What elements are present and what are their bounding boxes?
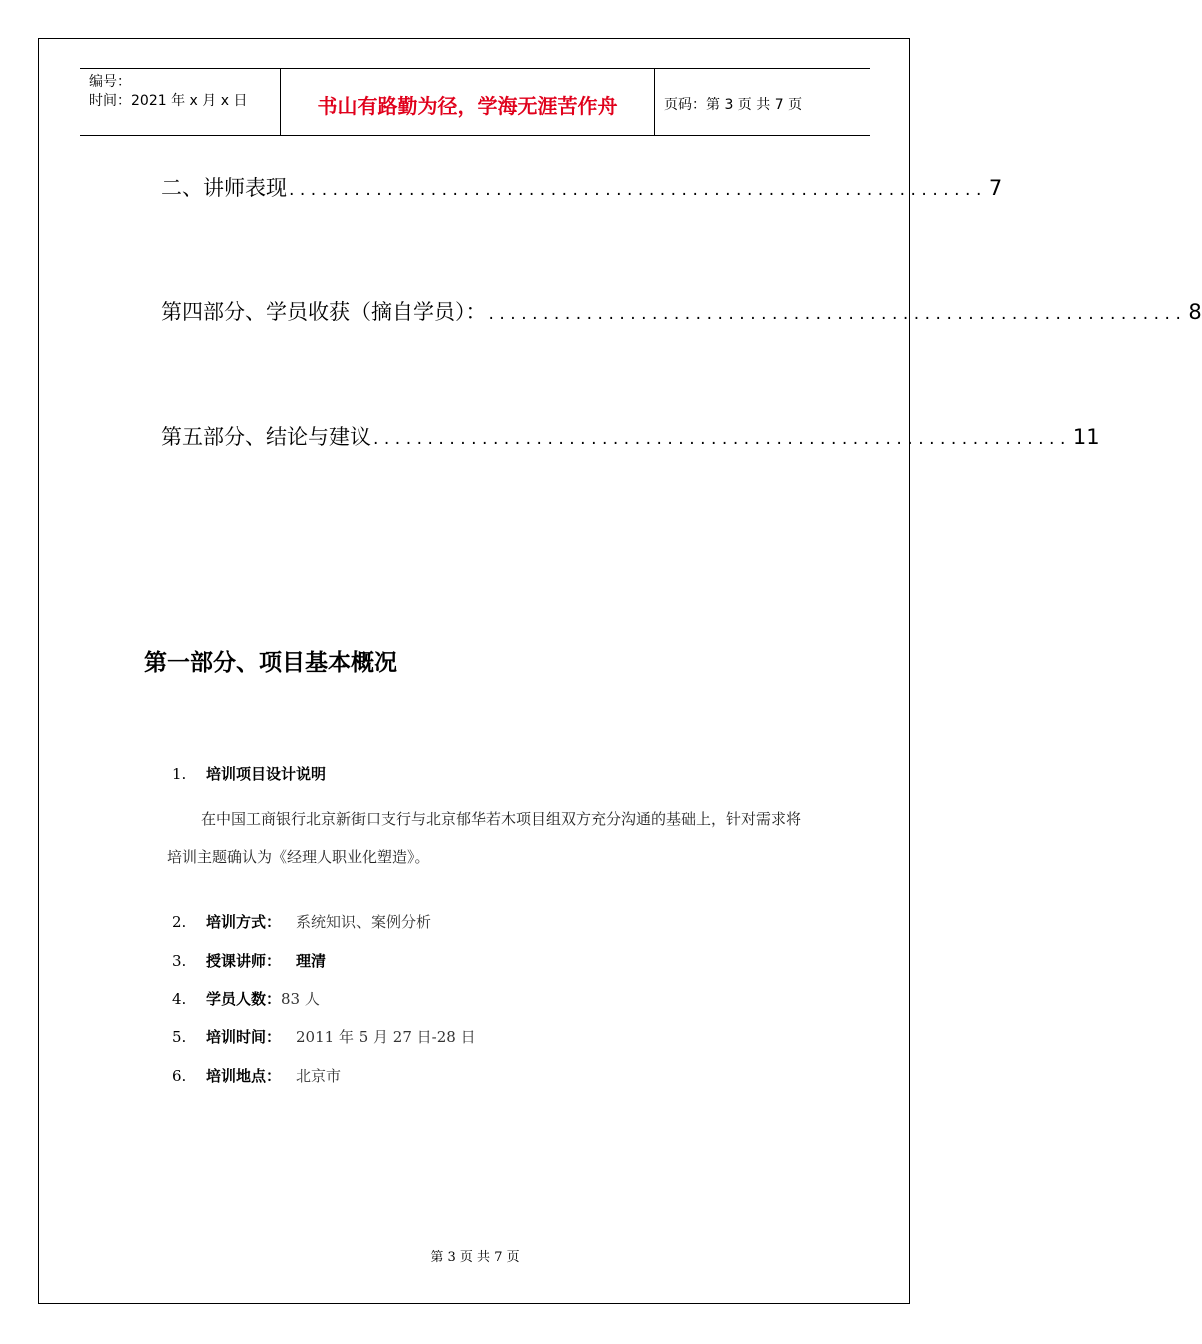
item-number: 4. bbox=[172, 990, 187, 1008]
toc-leader: ................................................................ bbox=[289, 180, 987, 200]
toc-leader: ................................................................ bbox=[373, 429, 1071, 449]
item-number: 3. bbox=[172, 952, 187, 970]
item-value: 系统知识、案例分析 bbox=[296, 913, 432, 931]
page-header bbox=[80, 68, 870, 136]
item-label: 学员人数： bbox=[206, 990, 282, 1008]
list-item bbox=[172, 1026, 476, 1047]
list-item bbox=[172, 763, 326, 784]
body-paragraph: 在中国工商银行北京新街口支行与北京郁华若木项目组双方充分沟通的基础上，针对需求将培训主题确认为《经理人职业化塑造》。 bbox=[167, 810, 802, 866]
item-number: 6. bbox=[172, 1067, 187, 1085]
toc-entry[interactable] bbox=[161, 421, 1100, 451]
item-label: 培训项目设计说明 bbox=[206, 765, 327, 783]
toc-page-number: 7 bbox=[988, 176, 1003, 200]
list-item bbox=[172, 950, 326, 971]
item-label: 培训地点： bbox=[206, 1067, 282, 1085]
list-item bbox=[172, 988, 320, 1009]
item-value: 北京市 bbox=[296, 1067, 342, 1085]
list-item bbox=[172, 1065, 341, 1086]
page-footer: 第 3 页 共 7 页 bbox=[430, 1250, 520, 1265]
header-page-info: 页码：第 3 页 共 7 页 bbox=[664, 97, 803, 113]
toc-entry[interactable] bbox=[161, 296, 1202, 326]
toc-page-number: 11 bbox=[1072, 425, 1100, 449]
item-label: 培训方式： bbox=[206, 913, 282, 931]
item-number: 1. bbox=[172, 765, 187, 783]
header-left-cell bbox=[80, 69, 281, 135]
toc-entry[interactable] bbox=[161, 172, 1003, 202]
item-number: 2. bbox=[172, 913, 187, 931]
toc-leader: ................................................................ bbox=[488, 304, 1187, 324]
number-label: 编号： bbox=[89, 74, 131, 90]
item-label: 授课讲师： bbox=[206, 952, 282, 970]
section-heading: 第一部分、项目基本概况 bbox=[144, 650, 397, 676]
item-number: 5. bbox=[172, 1028, 187, 1046]
item-value: 理清 bbox=[296, 952, 327, 970]
item-label: 培训时间： bbox=[206, 1028, 282, 1046]
toc-entry-title: 第四部分、学员收获（摘自学员）： bbox=[161, 300, 487, 324]
toc-entry-title: 第五部分、结论与建议 bbox=[161, 425, 371, 449]
item-value: 83 人 bbox=[281, 990, 320, 1008]
toc-entry-title: 二、讲师表现 bbox=[161, 176, 287, 200]
toc-page-number: 8 bbox=[1188, 300, 1202, 324]
list-item bbox=[172, 911, 431, 932]
header-motto: 书山有路勤为径，学海无涯苦作舟 bbox=[281, 69, 655, 135]
time-label: 时间：2021 年 x 月 x 日 bbox=[89, 93, 248, 109]
item-value: 2011 年 5 月 27 日-28 日 bbox=[296, 1028, 476, 1046]
